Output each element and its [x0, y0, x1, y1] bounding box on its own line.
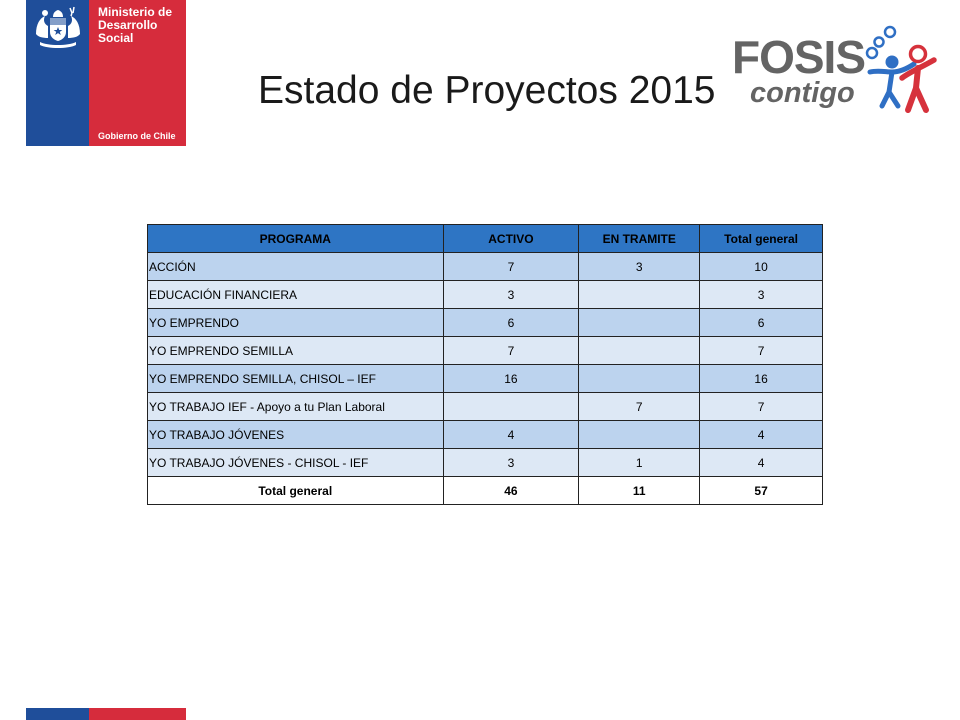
- cell-programa: ACCIÓN: [148, 253, 444, 281]
- fosis-logo: [728, 20, 938, 114]
- table-total-row: [148, 477, 823, 505]
- cell-en-tramite: [579, 421, 700, 449]
- cell-activo: 16: [443, 365, 579, 393]
- footer-red-band: [89, 708, 186, 720]
- table-row: [148, 309, 823, 337]
- cell-en-tramite: [579, 309, 700, 337]
- table-row: [148, 281, 823, 309]
- column-header-total-general: Total general: [700, 225, 823, 253]
- cell-activo: 7: [443, 337, 579, 365]
- cell-total: 10: [700, 253, 823, 281]
- table-row: [148, 337, 823, 365]
- cell-activo: 6: [443, 309, 579, 337]
- cell-programa: YO TRABAJO JÓVENES: [148, 421, 444, 449]
- table-row: [148, 365, 823, 393]
- cell-activo: 3: [443, 449, 579, 477]
- footer-blue-band: [26, 708, 89, 720]
- cell-activo: 4: [443, 421, 579, 449]
- fosis-logo-word: FOSIS: [732, 31, 866, 83]
- fosis-people-icon: [862, 20, 938, 114]
- cell-total: 3: [700, 281, 823, 309]
- fosis-logo-sub: contigo: [750, 77, 855, 109]
- table-header-row: [148, 225, 823, 253]
- column-header-activo: ACTIVO: [443, 225, 579, 253]
- cell-activo: [443, 393, 579, 421]
- table-row: [148, 449, 823, 477]
- cell-total: 6: [700, 309, 823, 337]
- table-row: [148, 393, 823, 421]
- cell-en-tramite: 7: [579, 393, 700, 421]
- government-name: Gobierno de Chile: [98, 131, 176, 141]
- page-title: Estado de Proyectos 2015: [258, 69, 716, 112]
- cell-programa: EDUCACIÓN FINANCIERA: [148, 281, 444, 309]
- cell-programa: YO EMPRENDO SEMILLA, CHISOL – IEF: [148, 365, 444, 393]
- cell-programa: YO TRABAJO JÓVENES - CHISOL - IEF: [148, 449, 444, 477]
- cell-total-label: Total general: [148, 477, 444, 505]
- cell-en-tramite: 3: [579, 253, 700, 281]
- cell-en-tramite: [579, 281, 700, 309]
- cell-activo: 7: [443, 253, 579, 281]
- ministry-name: Ministerio de Desarrollo Social: [98, 5, 173, 45]
- cell-en-tramite: [579, 337, 700, 365]
- cell-programa: YO EMPRENDO SEMILLA: [148, 337, 444, 365]
- table-row: [148, 253, 823, 281]
- table-row: [148, 421, 823, 449]
- logo-blue-band: [26, 0, 89, 146]
- cell-total: 7: [700, 337, 823, 365]
- cell-total-activo: 46: [443, 477, 579, 505]
- cell-total-general: 57: [700, 477, 823, 505]
- cell-total: 4: [700, 421, 823, 449]
- chile-coat-of-arms-icon: [32, 4, 84, 48]
- column-header-programa: PROGRAMA: [148, 225, 444, 253]
- cell-total: 16: [700, 365, 823, 393]
- cell-programa: YO EMPRENDO: [148, 309, 444, 337]
- cell-activo: 3: [443, 281, 579, 309]
- gobierno-de-chile-logo: [26, 0, 186, 146]
- cell-total-en-tramite: 11: [579, 477, 700, 505]
- cell-programa: YO TRABAJO IEF - Apoyo a tu Plan Laboral: [148, 393, 444, 421]
- cell-en-tramite: 1: [579, 449, 700, 477]
- column-header-en-tramite: EN TRAMITE: [579, 225, 700, 253]
- projects-table: [147, 224, 823, 505]
- cell-en-tramite: [579, 365, 700, 393]
- cell-total: 7: [700, 393, 823, 421]
- cell-total: 4: [700, 449, 823, 477]
